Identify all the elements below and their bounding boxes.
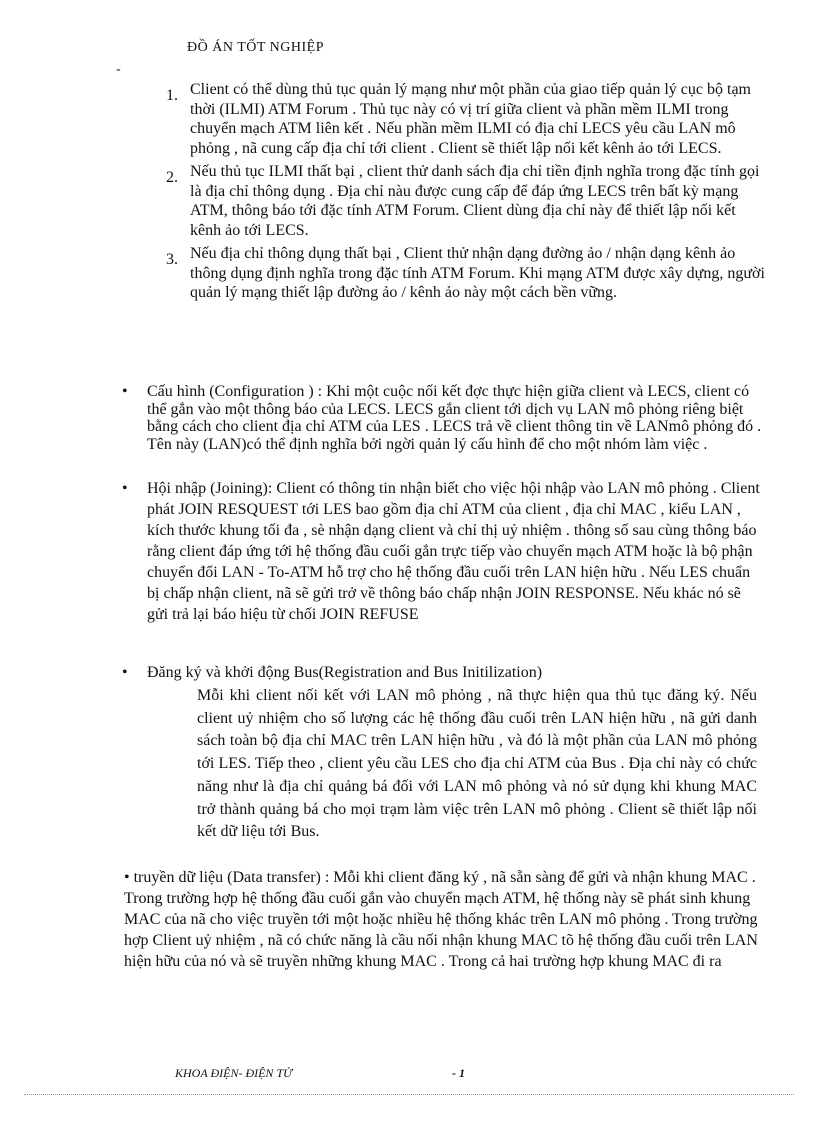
bullet-data-transfer: [124, 867, 774, 972]
numbered-list: [160, 80, 770, 307]
bullet-joining: [122, 478, 764, 625]
bullet-registration: [122, 662, 764, 683]
item-number: 1.: [166, 87, 178, 104]
numbered-item: [160, 80, 770, 158]
bullet-icon: •: [122, 664, 128, 681]
bullet-text: Đăng ký và khởi động Bus(Registration and Bus Initilization): [147, 664, 543, 681]
bullet-text: Cấu hình (Configuration ) : Khi một cuộc nối kết đợc thực hiện giữa client và LECS, client có thể gắn vào một thông báo của LECS. LECS gắn client tới dịch vụ LAN mô phỏng riêng biệt bằng cách cho client địa chỉ ATM của LES . LECS trả về client thông tin về LANmô phỏng đó . Tên này (LAN)có thể định nghĩa bởi ngời quản lý cấu hình để cho một nhóm làm việc .: [147, 383, 762, 453]
numbered-item: [160, 162, 770, 240]
bullet-icon: •: [122, 383, 128, 400]
page-header: ĐỒ ÁN TỐT NGHIỆP: [187, 40, 324, 55]
bullet-text: Hội nhập (Joining): Client có thông tin nhận biết cho việc hội nhập vào LAN mô phỏng . Client phát JOIN RESQUEST tới LES bao gồm địa chỉ ATM của client , địa chỉ MAC , kiểu LAN , kích thước khung tối đa , sè nhận dạng client và chỉ thị uỷ nhiệm . thông số sau cùng thông báo rằng client đáp ứng tới hệ thống đầu cuối gắn trực tiếp vào chuyển mạch ATM hoặc là bộ phận chuyển đổi LAN - To-ATM hỗ trợ cho hệ thống đầu cuối trên LAN hiện hữu . Nếu LES chuẩn bị chấp nhận client, nã sẽ gửi trở về thông báo chấp nhận JOIN RESPONSE. Nếu khác nó sẽ gửi trả lại báo hiệu từ chối JOIN REFUSE: [147, 480, 760, 623]
item-text: Nếu địa chỉ thông dụng thất bại , Client thử nhận dạng đường ảo / nhận dạng kênh ảo thông dụng định nghĩa trong đặc tính ATM Forum. Khi mạng ATM được xây dựng, người quản lý mạng thiết lập đường ảo / kênh ảo này một cách bền vững.: [190, 245, 765, 301]
item-number: 3.: [166, 251, 178, 268]
registration-paragraph: Mỗi khi client nối kết với LAN mô phỏng , nã thực hiện qua thủ tục đăng ký. Nếu client uỷ nhiệm cho số lượng các hệ thống đầu cuối trên LAN hiện hữu , nã gửi danh sách toàn bộ địa chỉ MAC trên LAN hiện hữu , và đó là một phần của LAN mô phỏng tới LES. Tiếp theo , client yêu cầu LES cho địa chỉ ATM của Bus . Địa chỉ này có chức năng như là địa chỉ quảng bá đối với LAN mô phỏng và nó sử dụng khi khung MAC trở thành quảng bá cho mọi trạm làm việc trên LAN mô phỏng . Client sẽ thiết lập nối kết dữ liệu tới Bus.: [197, 687, 757, 841]
item-text: Client có thể dùng thủ tục quản lý mạng như một phần của giao tiếp quản lý cục bộ tạm thời (ILMI) ATM Forum . Thủ tục này có vị trí giữa client và phần mềm ILMI trong chuyển mạch ATM liên kết . Nếu phần mềm ILMI có địa chỉ LECS yêu cầu LAN mô phỏng , nã cung cấp địa chỉ tới client . Client sẽ thiết lập nối kết kênh ảo tới LECS.: [190, 81, 751, 157]
bullet-icon: •: [122, 480, 128, 497]
footer-page-number: - 1: [452, 1066, 465, 1080]
stray-dash: -: [116, 62, 121, 77]
item-number: 2.: [166, 169, 178, 186]
numbered-item: [160, 244, 770, 303]
page-break-line: [24, 1094, 794, 1095]
item-text: Nếu thủ tục ILMI thất bại , client thử danh sách địa chỉ tiền định nghĩa trong đặc tính gọi là địa chỉ thông dụng . Địa chỉ nàu được cung cấp để đáp ứng LECS trên bất kỳ mạng ATM, thông báo tới đặc tính ATM Forum. Client dùng địa chỉ này để thiết lập nối kết kênh ảo tới LECS.: [190, 163, 760, 239]
bullet-text: • truyền dữ liệu (Data transfer) : Mỗi khi client đăng ký , nã sẵn sàng để gửi và nhận khung MAC . Trong trường hợp hệ thống đầu cuối gắn vào chuyển mạch ATM, hệ thống này sẽ phát sinh khung MAC của nã cho việc truyền tới một hoặc nhiều hệ thống khác trên LAN mô phỏng . Trong trường hợp Client uỷ nhiệm , nã có chức năng là cầu nối nhận khung MAC tõ hệ thống đầu cuối trên LAN hiện hữu của nó và sẽ truyền những khung MAC . Trong cả hai trường hợp khung MAC đi ra: [124, 869, 758, 970]
footer-department: KHOA ĐIỆN- ĐIỆN TỬ: [175, 1066, 293, 1080]
bullet-configuration: [122, 383, 764, 453]
